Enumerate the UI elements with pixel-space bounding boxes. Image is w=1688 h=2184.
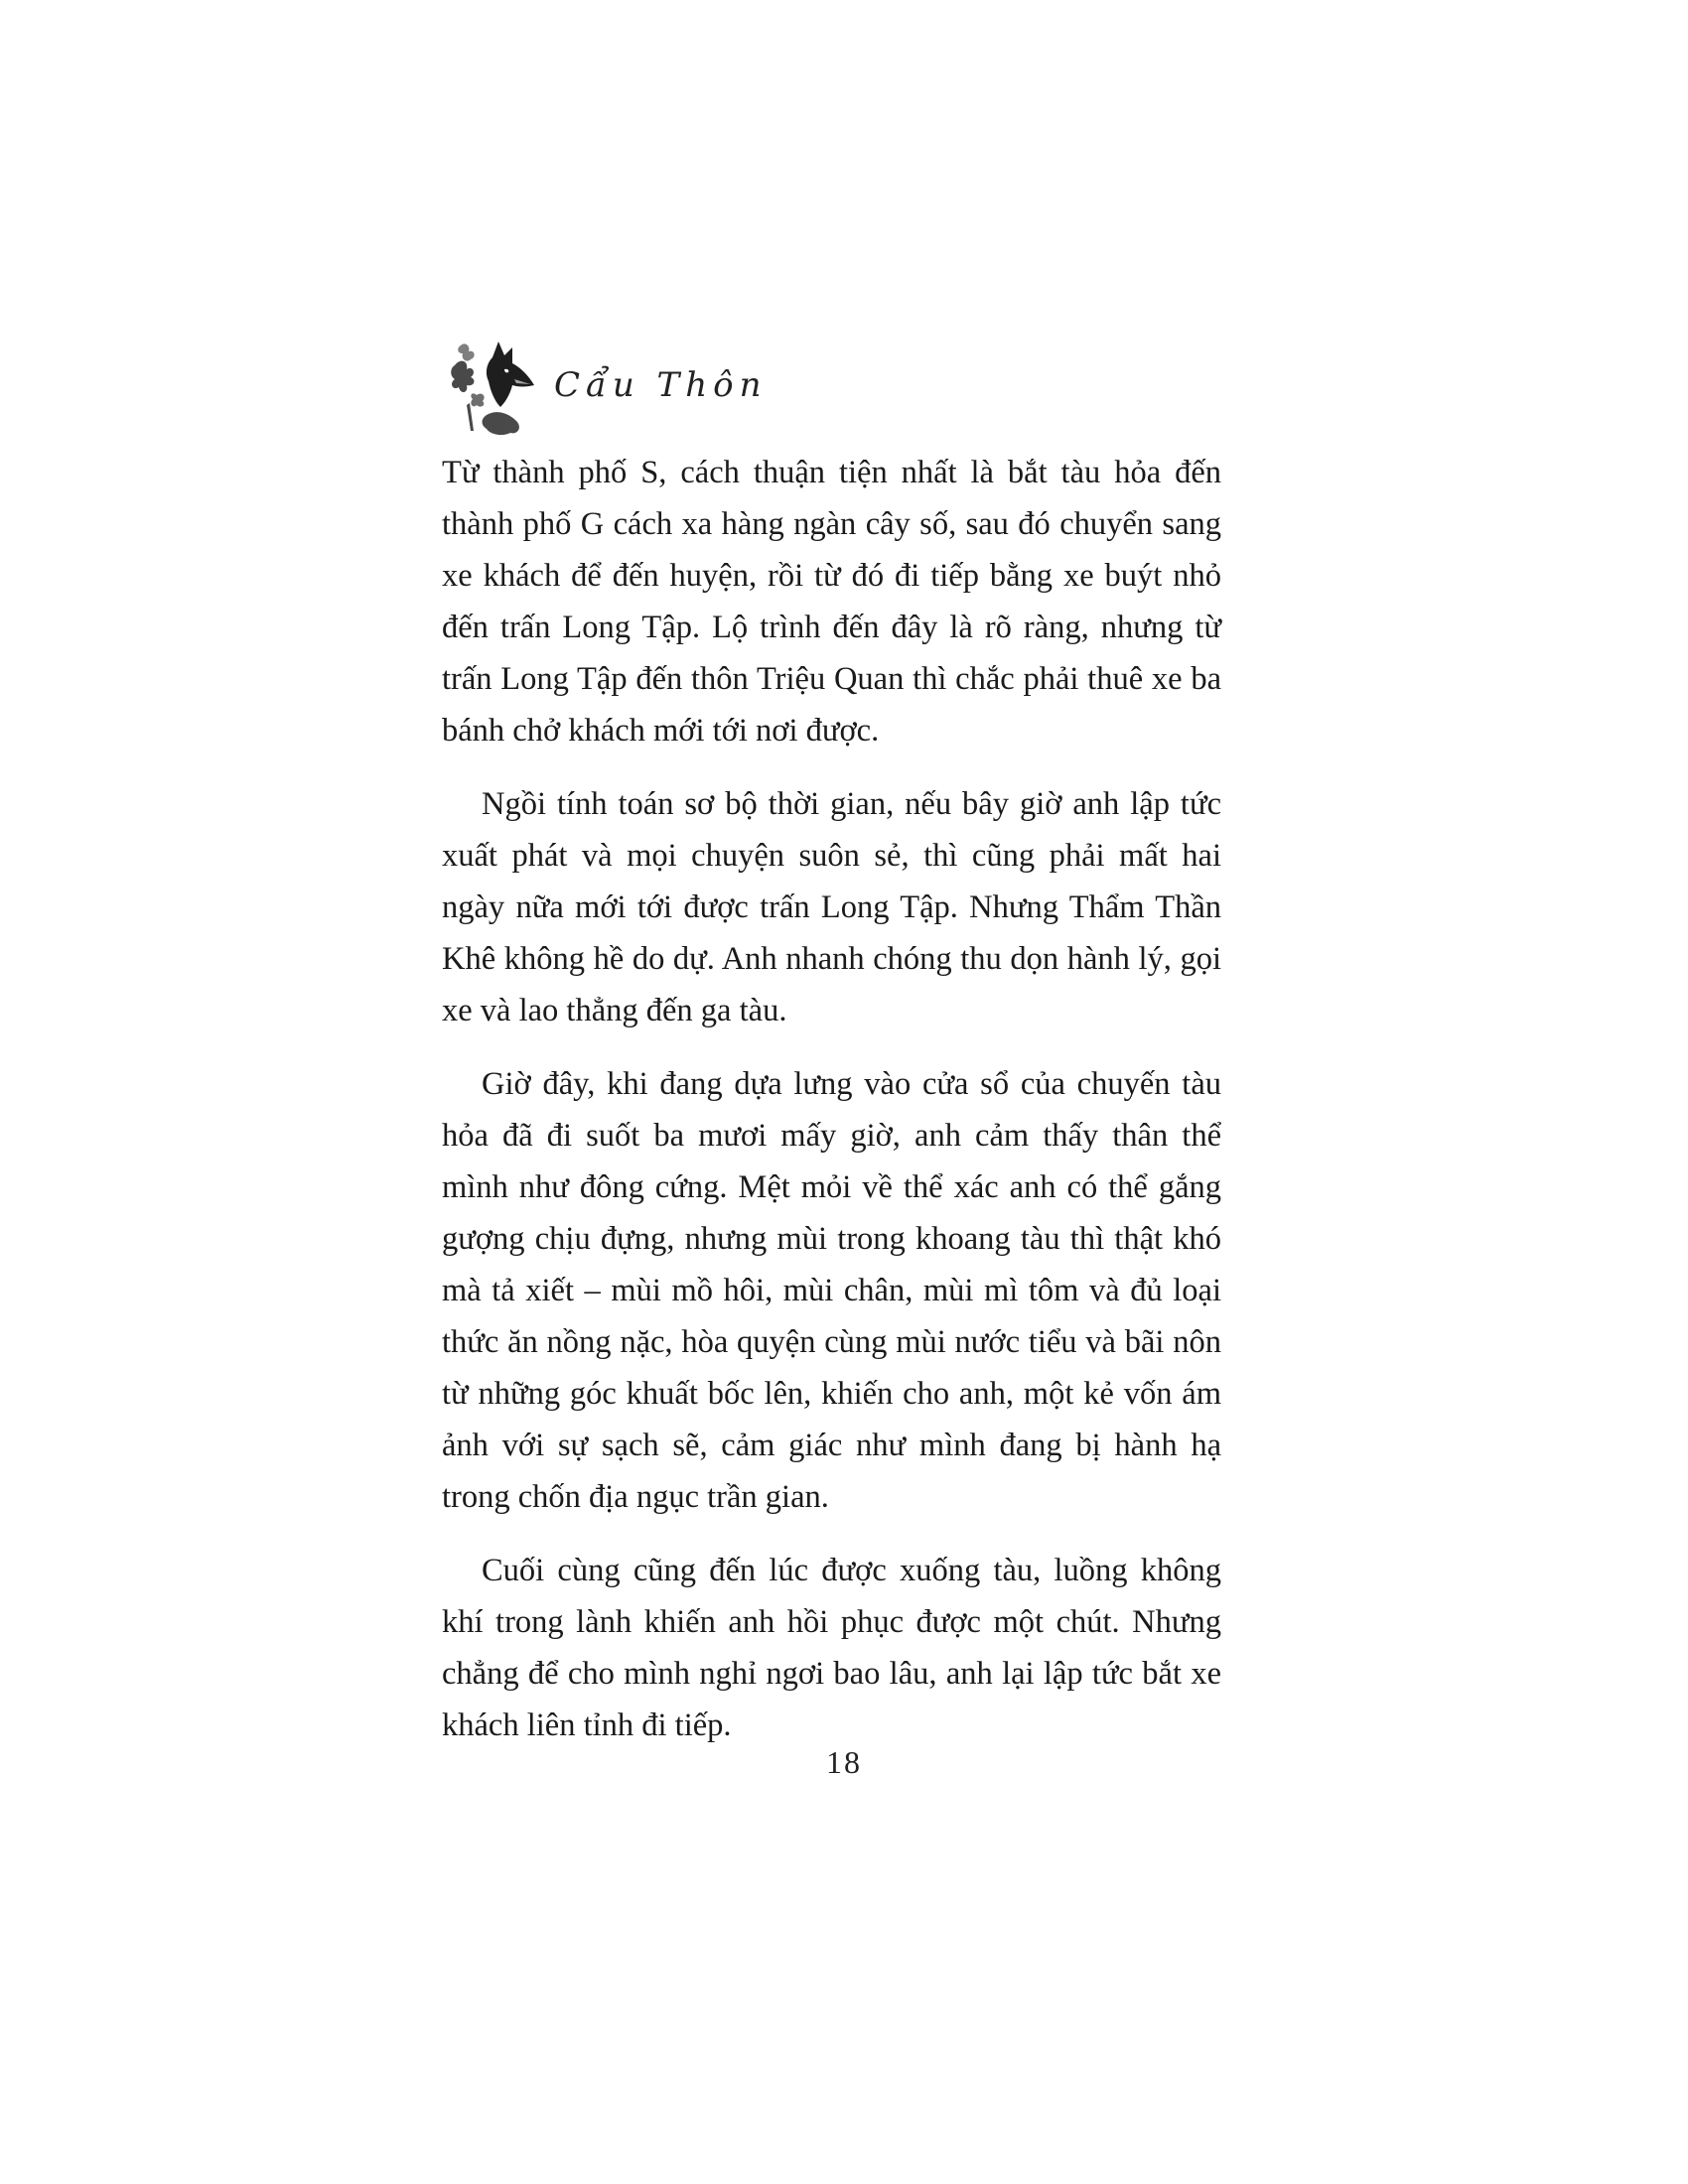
chapter-body-text bbox=[442, 447, 1221, 1773]
paragraph-2: Ngồi tính toán sơ bộ thời gian, nếu bây giờ anh lập tức xuất phát và mọi chuyện suôn sẻ, thì cũng phải mất hai ngày nữa mới tới được trấn Long Tập. Nhưng Thẩm Thần Khê không hề do dự. Anh nhanh chóng thu dọn hành lý, gọi xe và lao thẳng đến ga tàu. bbox=[442, 786, 1221, 1028]
page-number: 18 bbox=[826, 1744, 862, 1780]
paragraph-1: Từ thành phố S, cách thuận tiện nhất là bắt tàu hỏa đến thành phố G cách xa hàng ngàn cây số, sau đó chuyển sang xe khách để đến huyện, rồi từ đó đi tiếp bằng xe buýt nhỏ đến trấn Long Tập. Lộ trình đến đây là rõ ràng, nhưng từ trấn Long Tập đến thôn Triệu Quan thì chắc phải thuê xe ba bánh chở khách mới tới nơi được. bbox=[442, 455, 1221, 749]
paragraph-3: Giờ đây, khi đang dựa lưng vào cửa sổ của chuyến tàu hỏa đã đi suốt ba mươi mấy giờ, anh cảm thấy thân thể mình như đông cứng. Mệt mỏi về thể xác anh có thể gắng gượng chịu đựng, nhưng mùi trong khoang tàu thì thật khó mà tả xiết – mùi mồ hôi, mùi chân, mùi mì tôm và đủ loại thức ăn nồng nặc, hòa quyện cùng mùi nước tiểu và bãi nôn từ những góc khuất bốc lên, khiến cho anh, một kẻ vốn ám ảnh với sự sạch sẽ, cảm giác như mình đang bị hành hạ trong chốn địa ngục trần gian. bbox=[442, 1066, 1221, 1515]
paragraph-4: Cuối cùng cũng đến lúc được xuống tàu, luồng không khí trong lành khiến anh hồi phục được một chút. Nhưng chẳng để cho mình nghỉ ngơi bao lâu, anh lại lập tức bắt xe khách liên tỉnh đi tiếp. bbox=[442, 1553, 1221, 1743]
running-title: Cẩu Thôn bbox=[554, 365, 768, 405]
wolf-head-emblem-icon bbox=[447, 336, 546, 440]
running-header bbox=[447, 336, 844, 445]
